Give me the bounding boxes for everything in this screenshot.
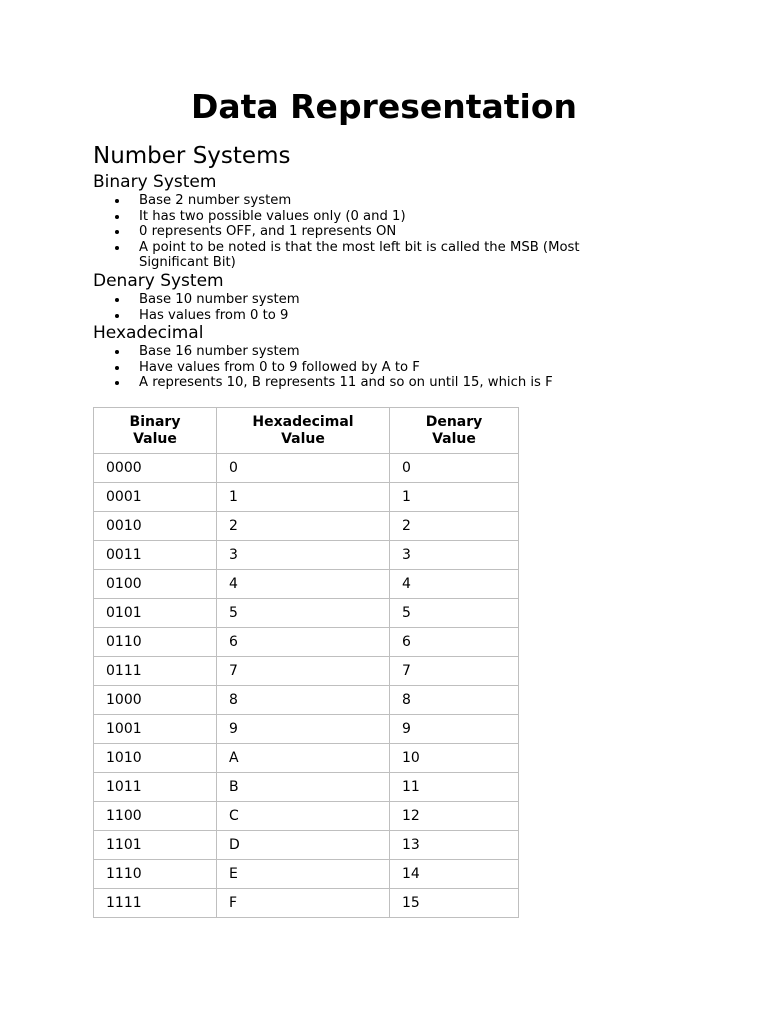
hexadecimal-cell: 7 <box>217 657 390 686</box>
denary-cell: 1 <box>390 483 519 512</box>
denary-cell: 9 <box>390 715 519 744</box>
binary-cell: 1010 <box>94 744 217 773</box>
hexadecimal-cell: D <box>217 831 390 860</box>
list-item: Base 2 number system <box>93 193 633 209</box>
denary-cell: 10 <box>390 744 519 773</box>
binary-cell: 1000 <box>94 686 217 715</box>
denary-cell: 7 <box>390 657 519 686</box>
bullet-icon <box>115 298 119 302</box>
table-row <box>94 860 519 889</box>
denary-cell: 12 <box>390 802 519 831</box>
table-row <box>94 802 519 831</box>
hexadecimal-cell: E <box>217 860 390 889</box>
document-title: Data Representation <box>190 87 578 126</box>
list-item: Base 16 number system <box>93 344 633 360</box>
bullet-icon <box>115 314 119 318</box>
list-item: A represents 10, B represents 11 and so on until 15, which is F <box>93 375 633 391</box>
table-row <box>94 831 519 860</box>
binary-cell: 0100 <box>94 570 217 599</box>
denary-cell: 11 <box>390 773 519 802</box>
table-row <box>94 599 519 628</box>
table-row <box>94 628 519 657</box>
binary-cell: 0011 <box>94 541 217 570</box>
hexadecimal-cell: C <box>217 802 390 831</box>
binary-cell: 0101 <box>94 599 217 628</box>
hexadecimal-cell: 9 <box>217 715 390 744</box>
binary-bullet-list <box>93 193 633 271</box>
denary-cell: 4 <box>390 570 519 599</box>
header-binary-value: Binary Value <box>94 408 217 454</box>
hexadecimal-cell: 8 <box>217 686 390 715</box>
denary-cell: 13 <box>390 831 519 860</box>
binary-cell: 0111 <box>94 657 217 686</box>
table-row <box>94 744 519 773</box>
bullet-icon <box>115 215 119 219</box>
binary-cell: 1111 <box>94 889 217 918</box>
hexadecimal-cell: 6 <box>217 628 390 657</box>
denary-cell: 14 <box>390 860 519 889</box>
table-header-row <box>94 408 519 454</box>
list-item: Has values from 0 to 9 <box>93 308 633 324</box>
binary-cell: 1101 <box>94 831 217 860</box>
denary-cell: 2 <box>390 512 519 541</box>
denary-cell: 15 <box>390 889 519 918</box>
table-body <box>94 454 519 918</box>
table-row <box>94 773 519 802</box>
header-hexadecimal-value: Hexadecimal Value <box>217 408 390 454</box>
table-row <box>94 686 519 715</box>
binary-cell: 1001 <box>94 715 217 744</box>
table-row <box>94 657 519 686</box>
binary-cell: 0001 <box>94 483 217 512</box>
binary-cell: 0110 <box>94 628 217 657</box>
table-row <box>94 570 519 599</box>
table-row <box>94 889 519 918</box>
binary-cell: 1011 <box>94 773 217 802</box>
denary-bullet-list <box>93 292 633 323</box>
denary-cell: 0 <box>390 454 519 483</box>
denary-cell: 3 <box>390 541 519 570</box>
bullet-icon <box>115 366 119 370</box>
denary-cell: 5 <box>390 599 519 628</box>
binary-cell: 1110 <box>94 860 217 889</box>
conversion-table <box>93 407 519 918</box>
subheading-denary-system: Denary System <box>93 271 224 291</box>
table-row <box>94 483 519 512</box>
hexadecimal-cell: 5 <box>217 599 390 628</box>
header-denary-value: Denary Value <box>390 408 519 454</box>
denary-cell: 8 <box>390 686 519 715</box>
hexadecimal-cell: 3 <box>217 541 390 570</box>
list-item: Have values from 0 to 9 followed by A to F <box>93 360 633 376</box>
subheading-hexadecimal: Hexadecimal <box>93 323 204 343</box>
subheading-binary-system: Binary System <box>93 172 217 192</box>
hexadecimal-cell: A <box>217 744 390 773</box>
bullet-icon <box>115 381 119 385</box>
bullet-icon <box>115 350 119 354</box>
hexadecimal-bullet-list <box>93 344 633 391</box>
hexadecimal-cell: F <box>217 889 390 918</box>
hexadecimal-cell: 0 <box>217 454 390 483</box>
table-row <box>94 512 519 541</box>
table-row <box>94 454 519 483</box>
binary-cell: 0010 <box>94 512 217 541</box>
bullet-icon <box>115 230 119 234</box>
binary-cell: 1100 <box>94 802 217 831</box>
bullet-icon <box>115 199 119 203</box>
table-row <box>94 715 519 744</box>
list-item: 0 represents OFF, and 1 represents ON <box>93 224 633 240</box>
bullet-icon <box>115 246 119 250</box>
list-item: Base 10 number system <box>93 292 633 308</box>
hexadecimal-cell: B <box>217 773 390 802</box>
hexadecimal-cell: 4 <box>217 570 390 599</box>
denary-cell: 6 <box>390 628 519 657</box>
list-item: A point to be noted is that the most left bit is called the MSB (Most Significant Bit) <box>93 240 633 271</box>
binary-cell: 0000 <box>94 454 217 483</box>
list-item: It has two possible values only (0 and 1) <box>93 209 633 225</box>
section-heading-number-systems: Number Systems <box>93 143 291 169</box>
table-row <box>94 541 519 570</box>
hexadecimal-cell: 2 <box>217 512 390 541</box>
hexadecimal-cell: 1 <box>217 483 390 512</box>
